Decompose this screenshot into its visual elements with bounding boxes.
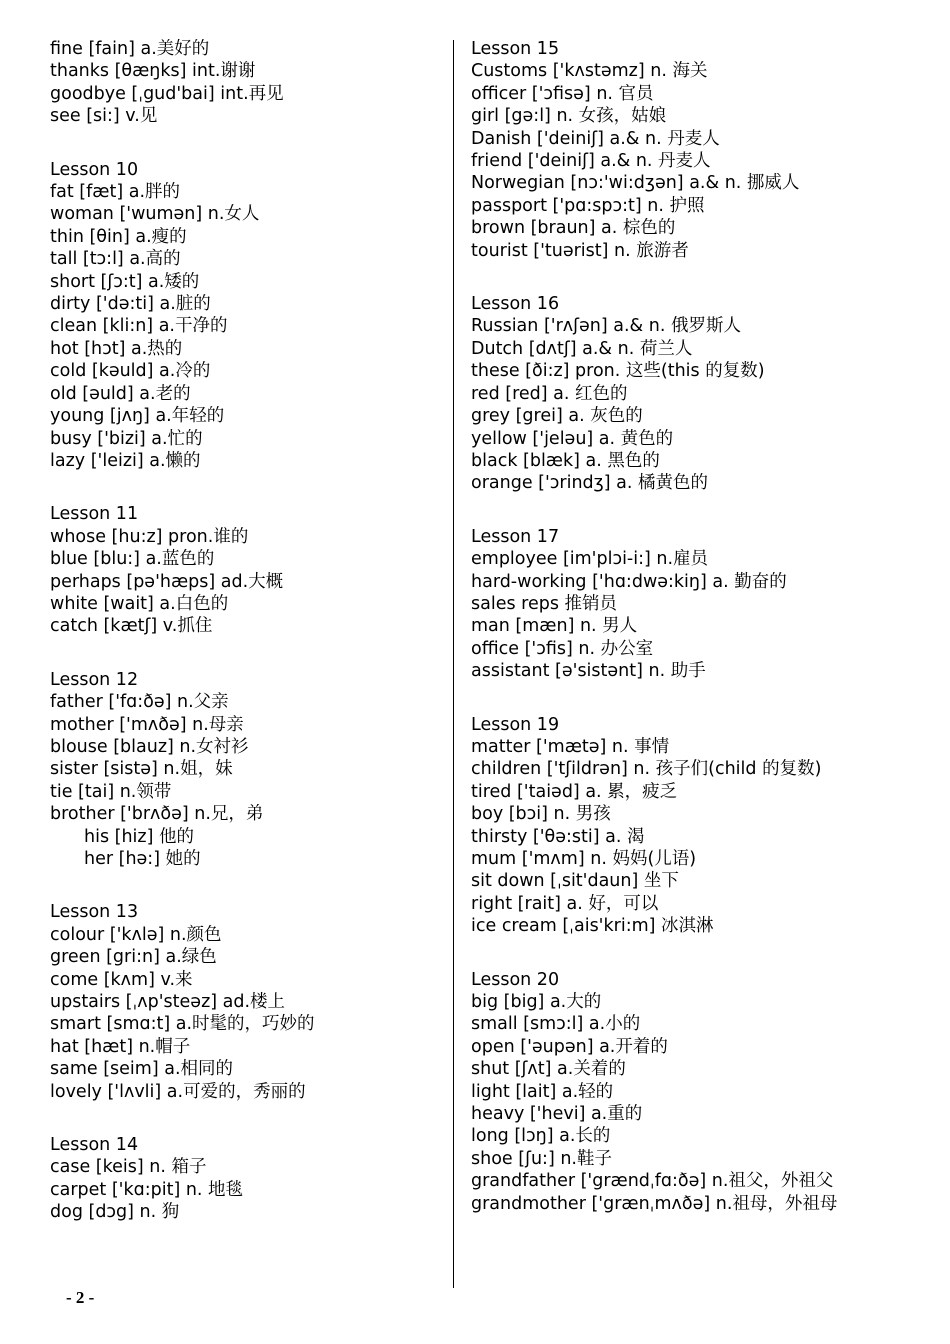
vocab-entry: thin [θin] a.瘦的 [50,226,187,247]
vocab-entry: his [hiz] 他的 [84,826,194,847]
vocab-entry: red [red] a. 红色的 [471,383,628,404]
vocab-entry: catch [kætʃ] v.抓住 [50,616,213,637]
section-gap [50,638,440,669]
lesson-heading: Lesson 19 [471,714,560,735]
vocab-entry: case [keis] n. 箱子 [50,1157,207,1178]
vocab-entry: ice cream [ˌais'kri:m] 冰淇淋 [471,916,714,937]
vocab-entry: smart [smɑ:t] a.时髦的，巧妙的 [50,1014,315,1035]
vocab-entry: big [big] a.大的 [471,992,602,1013]
vocab-entry: Norwegian [nɔ:'wi:dʒən] a.& n. 挪威人 [471,173,800,194]
vocab-entry: hard-working ['hɑ:dwə:kiŋ] a. 勤奋的 [471,571,787,592]
vocab-entry: thirsty ['θə:sti] a. 渴 [471,826,645,847]
vocab-entry: light [lait] a.轻的 [471,1081,614,1102]
vocab-entry: shut [ʃʌt] a.关着的 [471,1059,626,1080]
vocab-entry: brother ['brʌðə] n.兄，弟 [50,804,264,825]
vocab-entry: blouse [blauz] n.女衬衫 [50,736,249,757]
vocab-entry: sales reps 推销员 [471,593,618,614]
section-gap [471,262,871,293]
lesson-heading: Lesson 14 [50,1135,139,1156]
section-gap [50,128,440,159]
lesson-heading: Lesson 17 [471,526,560,547]
vocab-entry: fat [fæt] a.胖的 [50,182,181,203]
section-gap [50,870,440,901]
vocab-entry: Russian ['rʌʃən] a.& n. 俄罗斯人 [471,316,741,337]
vocab-entry: shoe [ʃu:] n.鞋子 [471,1148,612,1169]
vocab-entry: cold [kəuld] a.冷的 [50,361,211,382]
vocab-entry: right [rait] a. 好，可以 [471,893,659,914]
vocab-entry: man [mæn] n. 男人 [471,616,638,637]
vocab-entry: tourist ['tuərist] n. 旅游者 [471,240,689,261]
vocab-entry: Customs ['kʌstəmz] n. 海关 [471,61,708,82]
vocab-entry: grey [grei] a. 灰色的 [471,406,643,427]
vocab-entry: assistant [ə'sistənt] n. 助手 [471,661,706,682]
vocab-entry: open ['əupən] a.开着的 [471,1036,668,1057]
lesson-heading: Lesson 15 [471,39,560,59]
vocab-entry: these [ði:z] pron. 这些(this 的复数) [471,361,765,382]
vocab-entry: yellow ['jeləu] a. 黄色的 [471,428,674,449]
vocab-entry: passport ['pɑ:spɔ:t] n. 护照 [471,195,705,216]
vocab-entry: whose [hu:z] pron.谁的 [50,526,249,547]
vocab-entry: young [jʌŋ] a.年轻的 [50,406,225,427]
vocab-entry: children ['tʃildrən] n. 孩子们(child 的复数) [471,759,822,780]
vocab-entry: tall [tɔ:l] a.高的 [50,249,181,270]
vocab-entry: sister [sistə] n.姐，妹 [50,759,233,780]
column-divider [453,40,454,1288]
vocab-entry: tired ['taiəd] a. 累，疲乏 [471,781,678,802]
vocab-entry: grandmother ['grænˌmʌðə] n.祖母，外祖母 [471,1193,838,1214]
vocab-entry: carpet ['kɑ:pit] n. 地毯 [50,1179,244,1200]
page-number: - 2 - [66,1288,95,1307]
vocab-entry: black [blæk] a. 黑色的 [471,450,660,471]
lesson-heading: Lesson 16 [471,294,560,315]
vocab-entry: busy ['bizi] a.忙的 [50,428,203,449]
vocab-entry: thanks [θæŋks] int.谢谢 [50,61,256,82]
vocab-entry: father ['fɑ:ðə] n.父亲 [50,692,229,713]
vocab-entry: same [seim] a.相同的 [50,1059,234,1080]
vocab-entry: hot [hɔt] a.热的 [50,338,183,359]
right-column [471,38,871,1215]
vocab-entry: see [si:] v.见 [50,106,158,127]
vocab-entry: boy [bɔi] n. 男孩 [471,804,611,825]
vocab-entry: office ['ɔfis] n. 办公室 [471,638,654,659]
vocab-entry: woman ['wumən] n.女人 [50,204,260,225]
vocab-entry: hat [hæt] n.帽子 [50,1036,191,1057]
vocab-entry: small [smɔ:l] a.小的 [471,1014,641,1035]
vocab-entry: mum ['mʌm] n. 妈妈(儿语) [471,849,697,869]
vocab-entry: lovely ['lʌvli] a.可爱的，秀丽的 [50,1081,306,1102]
vocab-entry: officer ['ɔfisə] n. 官员 [471,83,654,104]
lesson-heading: Lesson 20 [471,969,560,990]
section-gap [471,683,871,714]
vocab-entry: short [ʃɔ:t] a.矮的 [50,271,200,292]
vocab-entry: brown [braun] a. 棕色的 [471,218,676,239]
vocab-entry: clean [kli:n] a.干净的 [50,316,228,337]
vocab-entry: upstairs [ˌʌp'steəz] ad.楼上 [50,992,286,1013]
vocab-entry: Danish ['deiniʃ] a.& n. 丹麦人 [471,128,720,149]
vocab-entry: goodbye [ˌgud'bai] int.再见 [50,83,284,104]
vocab-entry: tie [tai] n.领带 [50,781,172,802]
vocab-entry: grandfather ['grændˌfɑ:ðə] n.祖父，外祖父 [471,1171,834,1192]
section-gap [50,472,440,503]
vocab-entry: matter ['mætə] n. 事情 [471,736,670,757]
vocab-entry: her [hə:] 她的 [84,849,201,869]
vocab-entry: old [əuld] a.老的 [50,383,191,404]
vocab-entry: green [gri:n] a.绿色 [50,947,217,968]
vocab-entry: Dutch [dʌtʃ] a.& n. 荷兰人 [471,338,693,359]
vocab-entry: heavy ['hevi] a.重的 [471,1104,643,1125]
vocab-entry: friend ['deiniʃ] a.& n. 丹麦人 [471,151,711,172]
lesson-heading: Lesson 10 [50,159,139,180]
section-gap [471,495,871,526]
vocab-entry: orange ['ɔrindʒ] a. 橘黄色的 [471,473,709,494]
lesson-heading: Lesson 11 [50,504,139,525]
left-column [50,38,440,1224]
vocab-entry: come [kʌm] v.来 [50,969,193,990]
vocab-entry: colour ['kʌlə] n.颜色 [50,924,222,945]
vocab-entry: mother ['mʌðə] n.母亲 [50,714,244,735]
section-gap [50,1103,440,1134]
vocab-entry: girl [gə:l] n. 女孩，姑娘 [471,106,667,127]
vocab-entry: blue [blu:] a.蓝色的 [50,549,215,570]
vocab-entry: fine [fain] a.美好的 [50,39,210,59]
vocab-entry: dog [dɔg] n. 狗 [50,1202,180,1223]
vocab-entry: lazy ['leizi] a.懒的 [50,450,201,471]
lesson-heading: Lesson 13 [50,902,139,923]
vocab-entry: sit down [ˌsit'daun] 坐下 [471,871,679,892]
vocab-entry: employee [im'plɔi-i:] n.雇员 [471,549,709,570]
lesson-heading: Lesson 12 [50,669,139,690]
vocab-entry: perhaps [pə'hæps] ad.大概 [50,571,284,592]
section-gap [471,938,871,969]
vocab-entry: white [wait] a.白色的 [50,593,229,614]
vocab-entry: dirty ['də:ti] a.脏的 [50,294,211,315]
vocab-entry: long [lɔŋ] a.长的 [471,1126,611,1147]
